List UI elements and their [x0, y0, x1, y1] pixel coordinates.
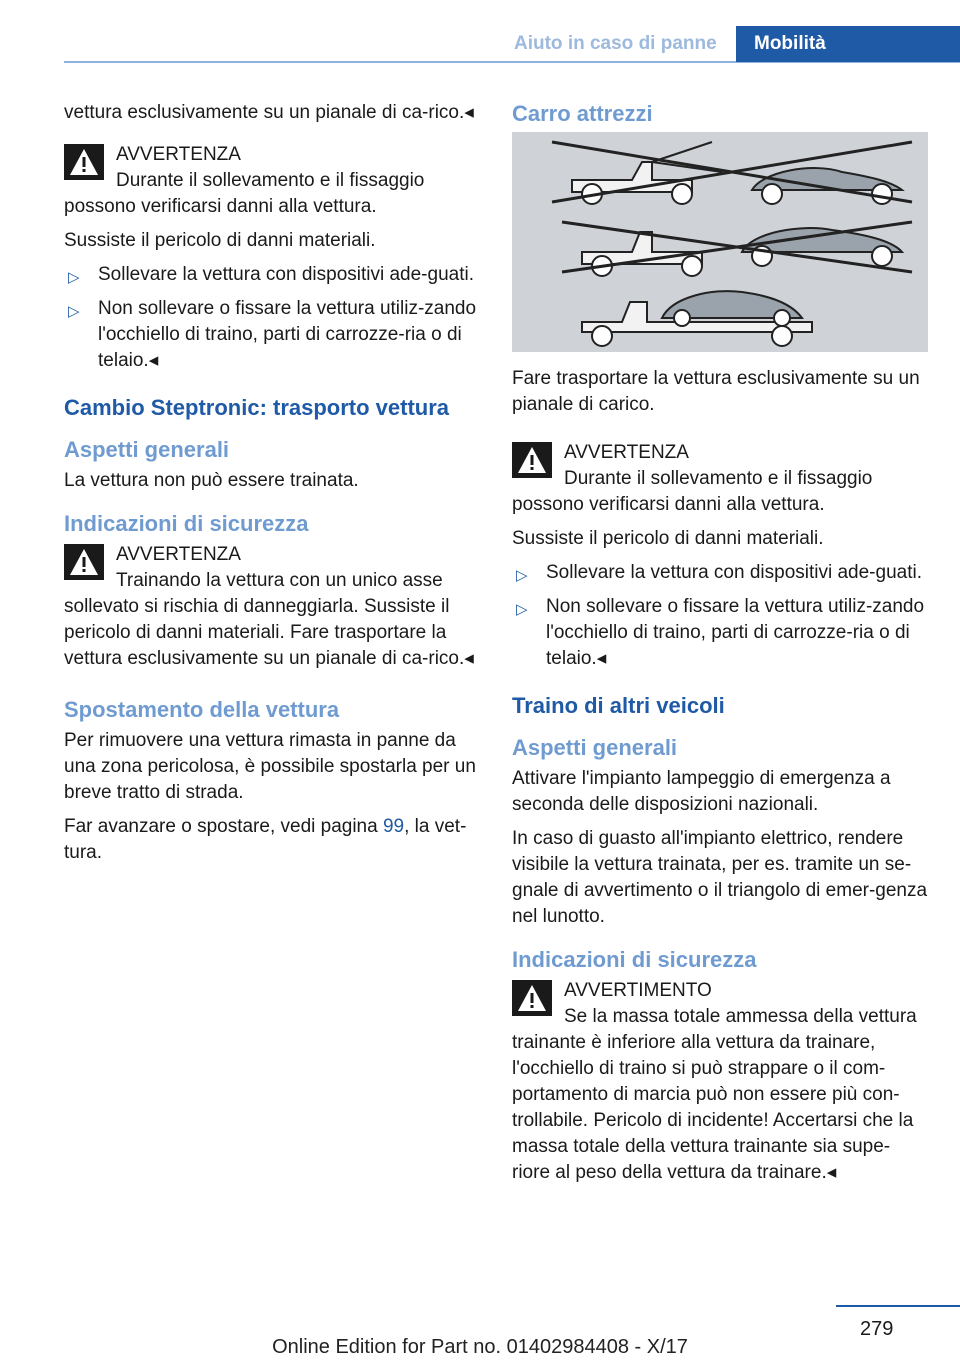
bullet-triangle-icon: ▷ — [516, 601, 528, 618]
warning-block — [64, 142, 480, 220]
general-text: La vettura non può essere trainata. — [64, 470, 359, 491]
list-item: ▷ Non sollevare o fissare la vettura utiliz-zando l'occhiello di traino, parti di carrozze-ria o di telaio.◂ — [516, 596, 925, 669]
general-text: Attivare l'impianto lampeggio di emergenza a seconda delle disposizioni nazionali. — [512, 768, 891, 815]
warning-text: Trainando la vettura con un unico asse sollevato si rischia di danneggiarla. Sussiste il pericolo di danni materiali. Fare trasportare la vettura esclusivamente su un pianale di ca-rico.◂ — [64, 570, 474, 669]
heading-other-vehicles: Traino di altri veicoli — [512, 693, 725, 718]
move-text: Per rimuovere una vettura rimasta in panne da una zona pericolosa, è possibile spostarla per un breve tratto di strada. — [64, 730, 476, 803]
bullet-triangle-icon: ▷ — [68, 303, 80, 320]
warning-triangle-icon — [512, 980, 552, 1016]
heading-move: Spostamento della vettura — [64, 697, 340, 722]
list-item: ▷ Sollevare la vettura con dispositivi ade-guati. — [512, 560, 928, 586]
left-column — [64, 100, 480, 874]
bullet-list — [64, 262, 480, 374]
page-header — [0, 0, 960, 64]
heading-safety: Indicazioni di sicurezza — [512, 947, 757, 972]
warning-text: Se la massa totale ammessa della vettura trainante è inferiore alla vettura da trainare, l'occhiello di traino si può strappare o il com-portamento di marcia può non essere più con-trollabile. Pericolo di incidente! Accertarsi che la massa totale della vettura trainante sia supe-riore al peso della vettura da trainare.◂ — [512, 1006, 917, 1183]
bullet-triangle-icon: ▷ — [516, 567, 528, 584]
warning-title: AVVERTENZA — [116, 144, 241, 165]
section-tab[interactable]: Aiuto in caso di panne — [514, 33, 717, 54]
towing-illustration — [512, 132, 928, 352]
risk-text: Sussiste il pericolo di danni materiali. — [64, 230, 376, 251]
warning-block — [64, 542, 480, 672]
page-link[interactable]: 99 — [382, 816, 405, 837]
warning-block — [512, 978, 928, 1186]
warning-block — [512, 440, 928, 518]
warning-triangle-icon — [64, 144, 104, 180]
move-reference: Far avanzare o spostare, vedi pagina 99, la vet-tura. — [64, 816, 467, 863]
heading-tow: Carro attrezzi — [512, 101, 653, 126]
right-column — [512, 100, 928, 1194]
chapter-tab[interactable]: Mobilità — [736, 26, 960, 62]
warning-title: AVVERTENZA — [564, 442, 689, 463]
figure-caption: Fare trasportare la vettura esclusivamente su un pianale di carico. — [512, 368, 920, 415]
page-number: 279 — [860, 1318, 894, 1340]
warning-text: Durante il sollevamento e il fissaggio possono verificarsi danni alla vettura. — [512, 468, 873, 515]
bullet-triangle-icon: ▷ — [68, 269, 80, 286]
heading-steptronic: Cambio Steptronic: trasporto vettura — [64, 395, 450, 420]
edition-footer: Online Edition for Part no. 01402984408 - X/17 — [272, 1336, 688, 1358]
intro-text: vettura esclusivamente su un pianale di ca-rico.◂ — [64, 102, 474, 123]
heading-safety: Indicazioni di sicurezza — [64, 511, 309, 536]
warning-triangle-icon — [64, 544, 104, 580]
list-item: ▷ Non sollevare o fissare la vettura utiliz-zando l'occhiello di traino, parti di carrozze-ria o di telaio.◂ — [68, 298, 477, 371]
list-item: ▷ Sollevare la vettura con dispositivi ade-guati. — [64, 262, 480, 288]
warning-triangle-icon — [512, 442, 552, 478]
warning-title: AVVERTENZA — [116, 544, 241, 565]
heading-general: Aspetti generali — [64, 437, 230, 462]
risk-text: Sussiste il pericolo di danni materiali. — [512, 528, 824, 549]
warning-title: AVVERTIMENTO — [564, 980, 712, 1001]
bullet-list — [512, 560, 928, 672]
general-text: In caso di guasto all'impianto elettrico, rendere visibile la vettura trainata, per es. tramite un se-gnale di avvertimento o il triangolo di emer-genza nel lunotto. — [512, 828, 928, 927]
heading-general: Aspetti generali — [512, 735, 678, 760]
warning-text: Durante il sollevamento e il fissaggio possono verificarsi danni alla vettura. — [64, 170, 425, 217]
footer-rule — [836, 1305, 960, 1307]
